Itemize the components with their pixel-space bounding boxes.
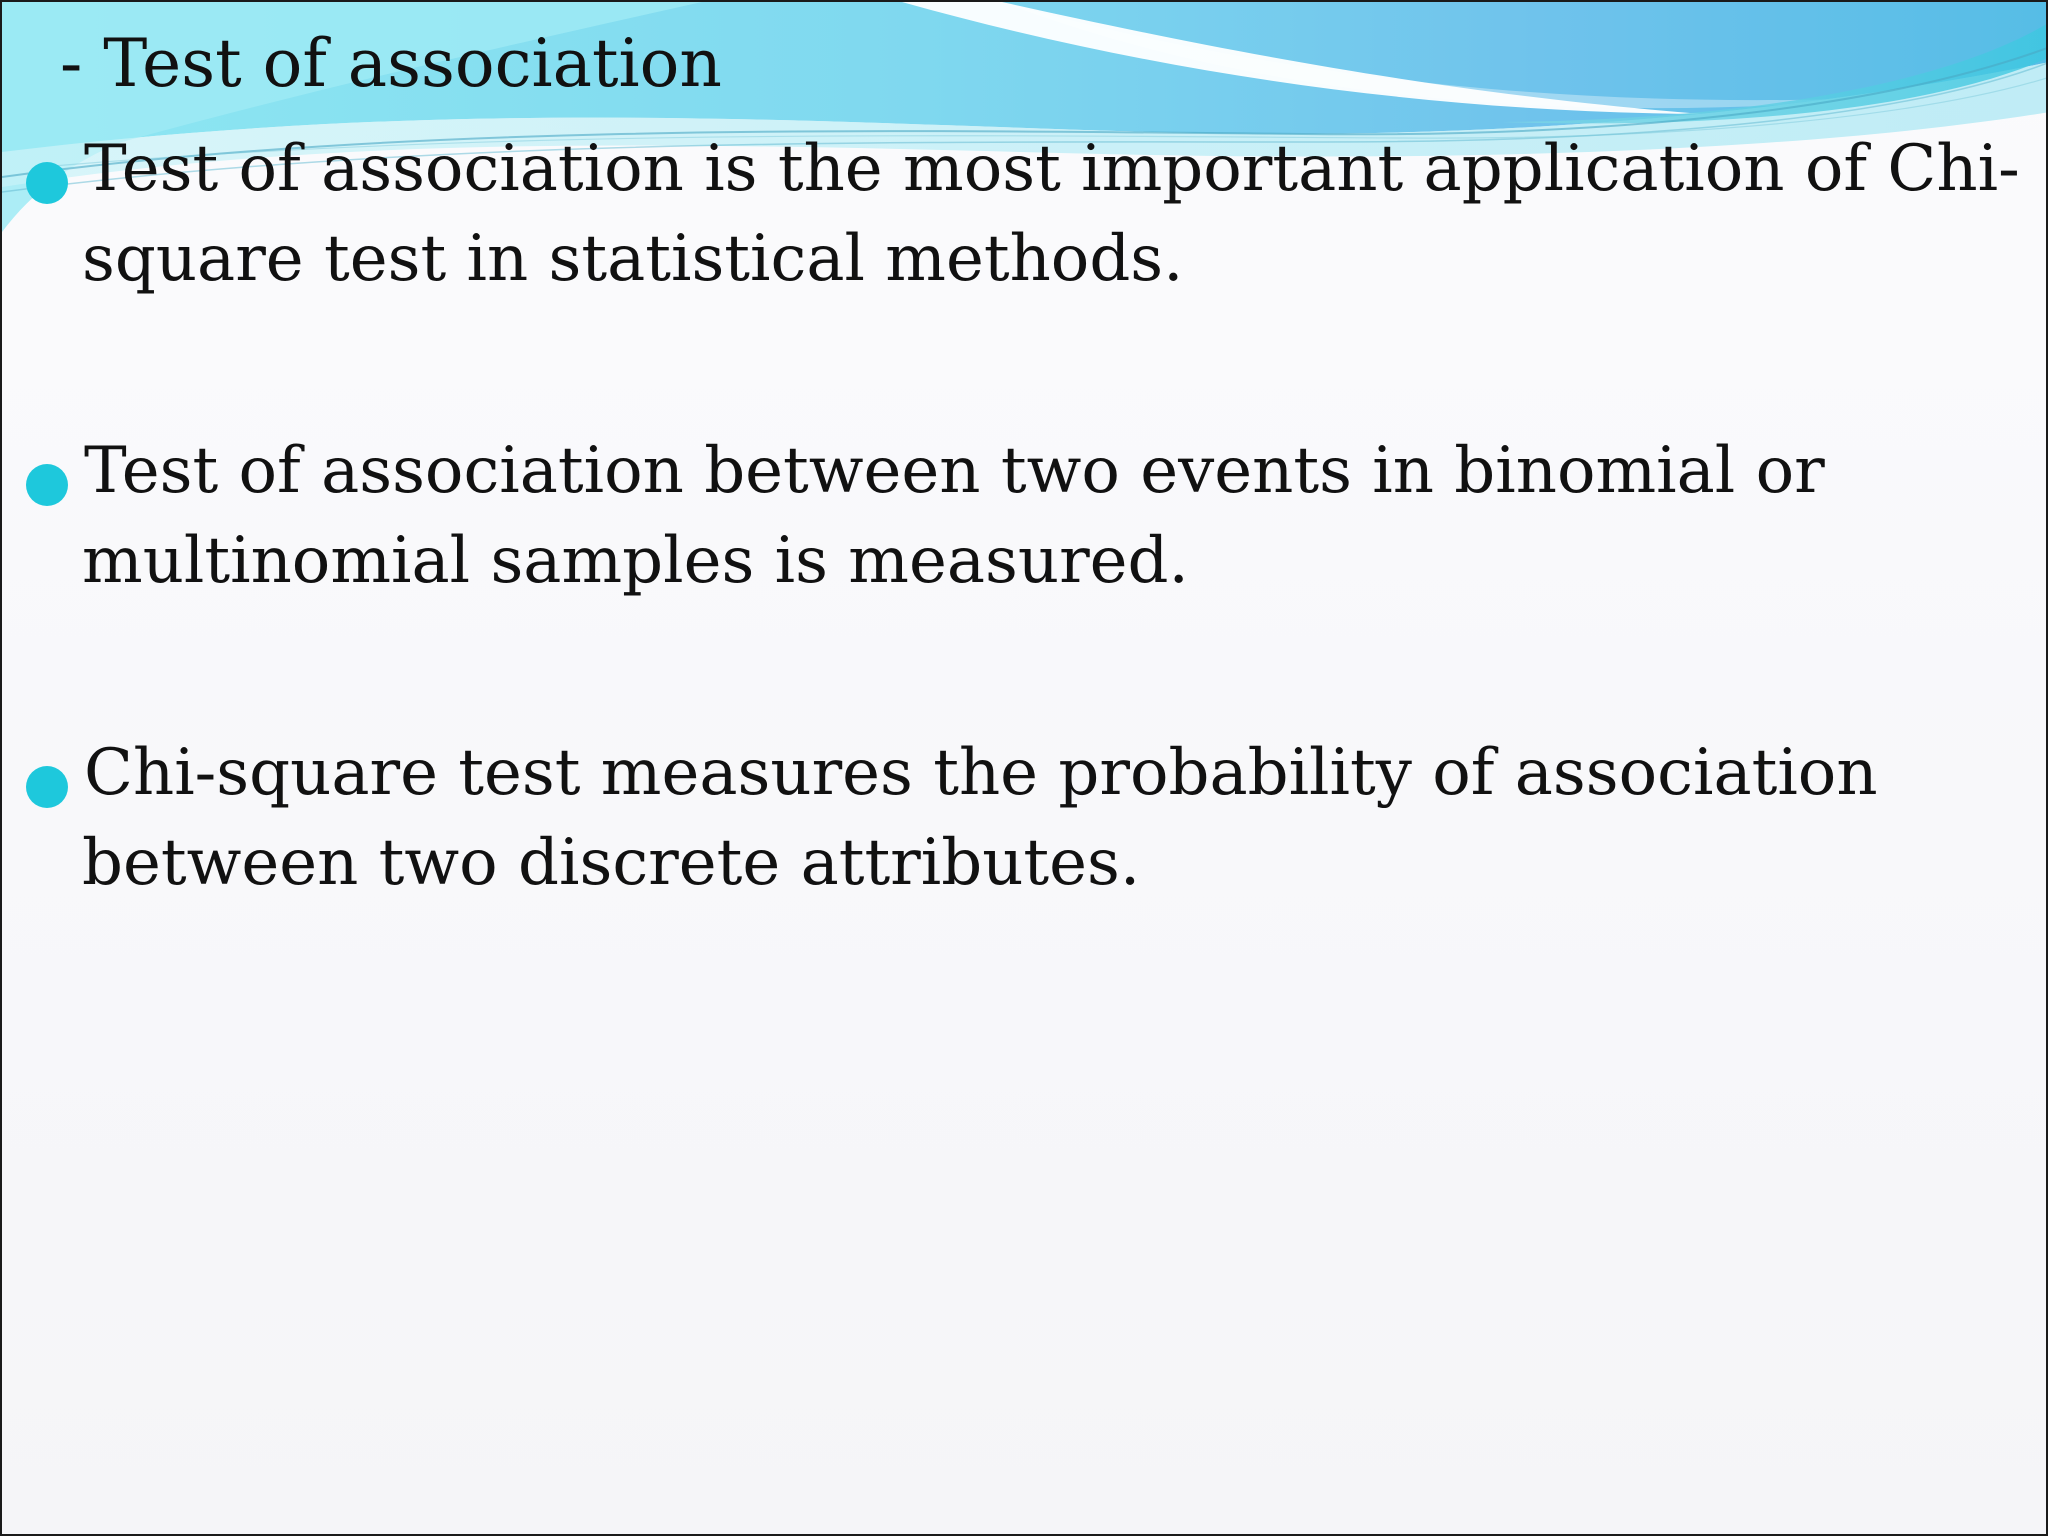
- bullet-line: Test of association is the most important application of Chi-: [84, 132, 2020, 206]
- slide-title: - Test of association: [60, 25, 722, 102]
- bullet-line: Test of association between two events in binomial or: [84, 434, 1825, 508]
- bullet-text: [84, 728, 2024, 908]
- bullet-text: [84, 124, 2024, 304]
- bullet-dot-icon: [26, 464, 68, 506]
- bullet-line: Chi-square test measures the probability of association: [84, 736, 1878, 810]
- bullet-line: multinomial samples is measured.: [82, 524, 1189, 598]
- bullet-dot-icon: [26, 162, 68, 204]
- bullet-line: between two discrete attributes.: [82, 826, 1141, 900]
- bullet-text: [84, 426, 2024, 606]
- bullet-line: square test in statistical methods.: [82, 222, 1184, 296]
- bullet-dot-icon: [26, 766, 68, 808]
